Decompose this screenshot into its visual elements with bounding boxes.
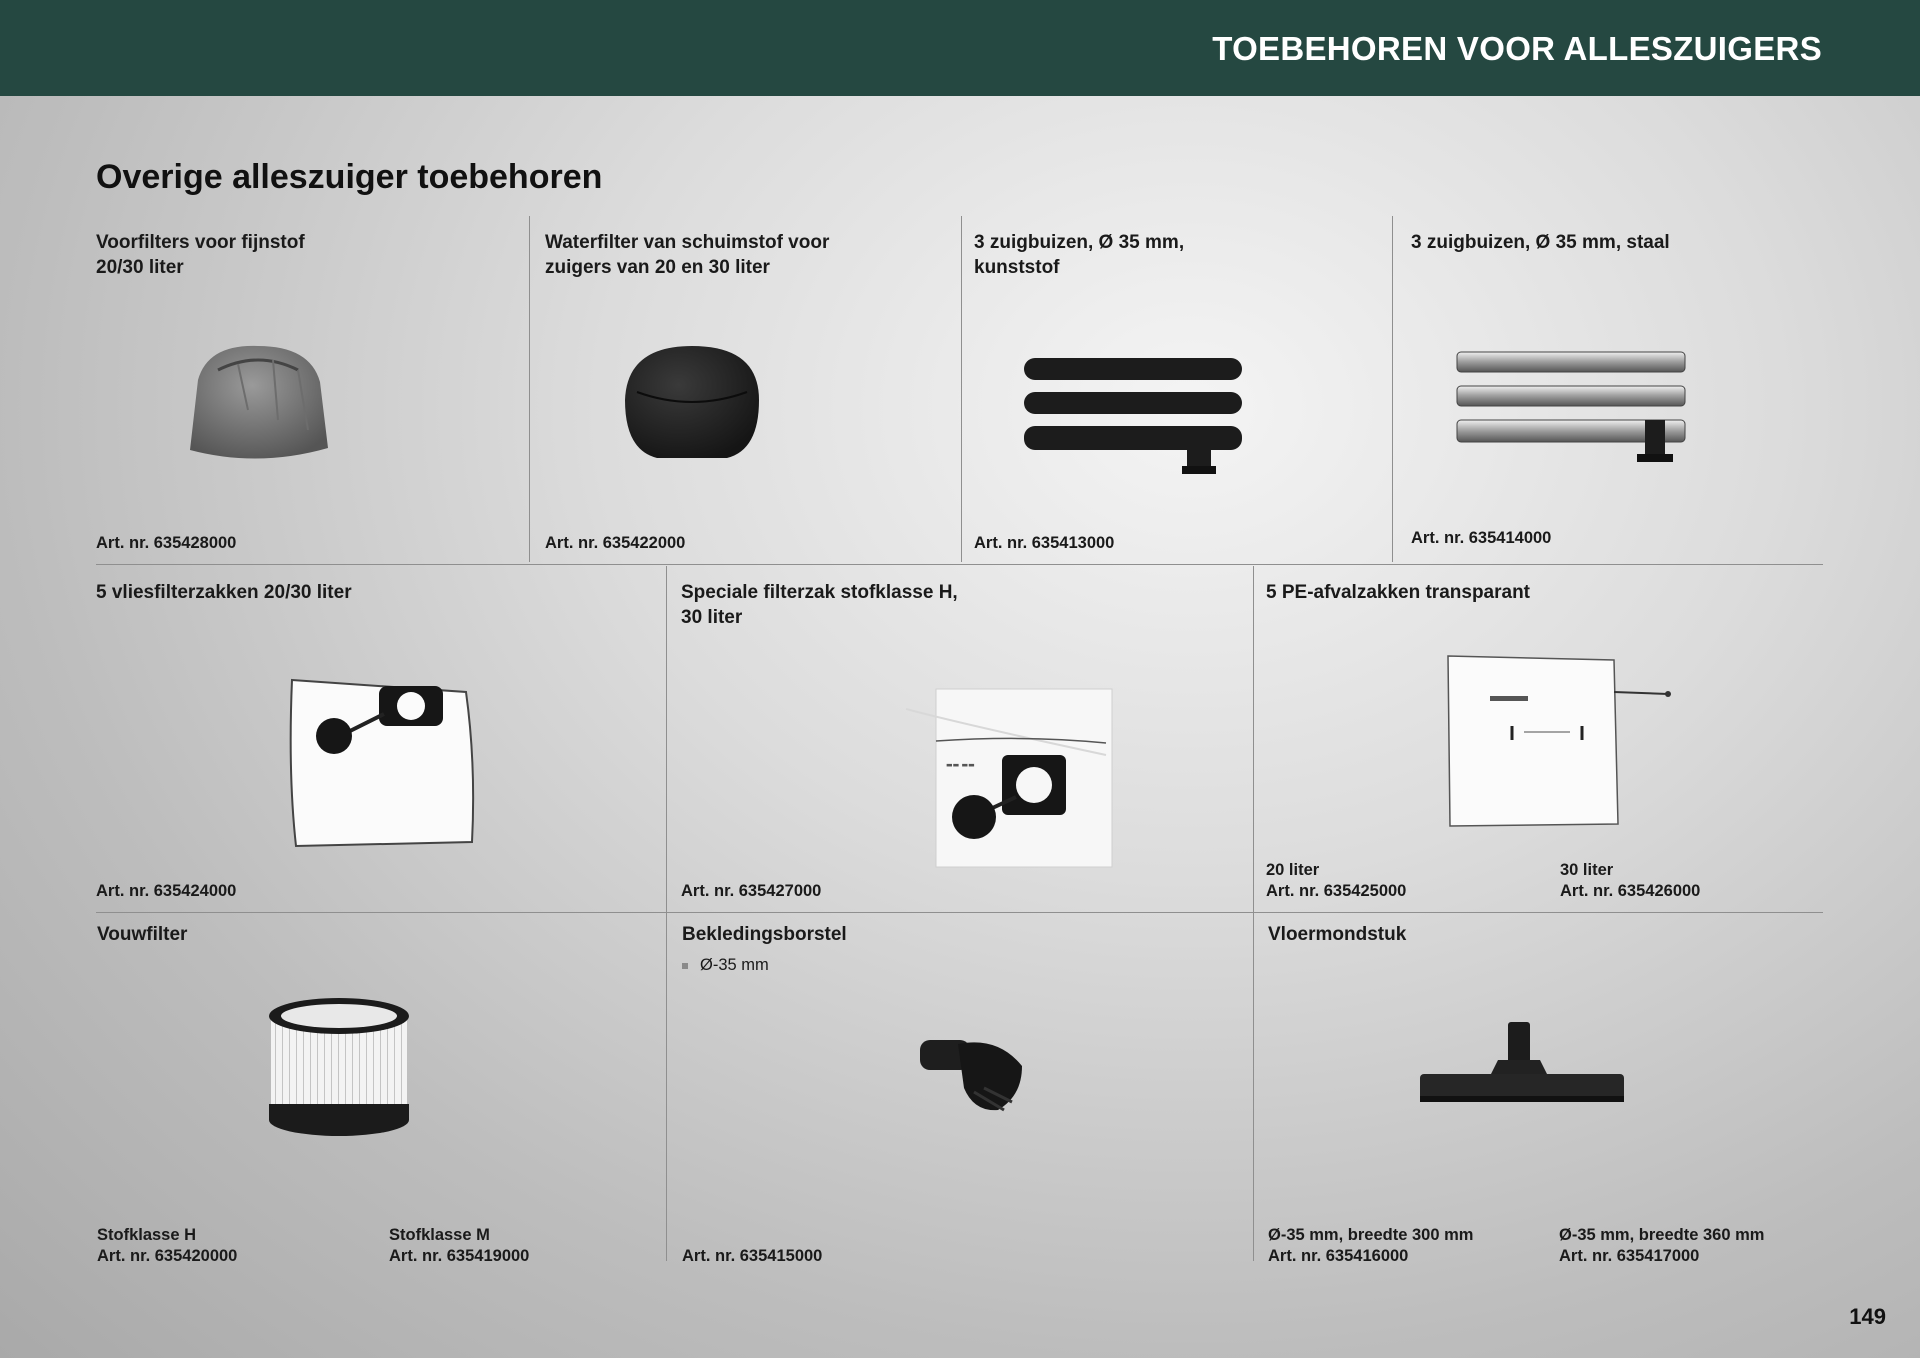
article-number: Art. nr. 635420000	[97, 1247, 238, 1265]
product-card-pleated-filter	[97, 922, 657, 1265]
row-divider	[96, 912, 1823, 913]
steel-tubes-image	[1455, 348, 1690, 478]
variant-label: Ø-35 mm, breedte 360 mm	[1559, 1226, 1765, 1244]
product-card-plastic-tubes	[974, 230, 1384, 560]
pe-bag-image	[1446, 654, 1676, 829]
special-bag-image	[906, 685, 1116, 870]
variant-label: Ø-35 mm, breedte 300 mm	[1268, 1226, 1474, 1244]
article-number: Art. nr. 635425000	[1266, 882, 1407, 900]
row-divider	[96, 564, 1823, 565]
floor-nozzle-image	[1418, 1020, 1628, 1110]
header-title: TOEBEHOREN VOOR ALLESZUIGERS	[1212, 30, 1822, 67]
product-title: Voorfilters voor fijnstof 20/30 liter	[96, 232, 305, 278]
product-title: 5 PE-afvalzakken transparant	[1266, 582, 1531, 603]
article-number: Art. nr. 635427000	[681, 882, 822, 900]
bag-print-text: ▬▬ ▬▬	[946, 761, 975, 769]
page-header	[0, 0, 1920, 96]
grid-divider	[1392, 216, 1393, 562]
product-title: 3 zuigbuizen, Ø 35 mm, kunststof	[974, 232, 1185, 278]
product-card-prefilter	[96, 230, 516, 560]
product-title: Speciale filterzak stofklasse H, 30 liter	[681, 582, 958, 628]
variant-label: Stofklasse H	[97, 1226, 197, 1244]
grid-divider	[666, 566, 667, 1261]
product-title: 3 zuigbuizen, Ø 35 mm, staal	[1411, 232, 1670, 253]
product-title: 5 vliesfilterzakken 20/30 liter	[96, 582, 352, 603]
article-number: Art. nr. 635415000	[682, 1247, 823, 1265]
product-card-fleece-bags	[96, 580, 656, 905]
article-number: Art. nr. 635413000	[974, 534, 1115, 552]
article-number: Art. nr. 635414000	[1411, 529, 1552, 547]
article-number: Art. nr. 635426000	[1560, 882, 1701, 900]
product-card-steel-tubes	[1411, 230, 1821, 560]
product-card-floor-nozzle	[1268, 922, 1828, 1265]
article-number: Art. nr. 635422000	[545, 534, 686, 552]
product-title: Vloermondstuk	[1268, 924, 1407, 945]
product-card-pe-bags	[1266, 580, 1826, 905]
variant-label: Stofklasse M	[389, 1226, 490, 1244]
upholstery-brush-image	[918, 1036, 1030, 1116]
fleece-bag-image	[284, 674, 484, 854]
pleated-filter-image	[265, 992, 413, 1142]
plastic-tubes-image	[1022, 354, 1247, 484]
article-number: Art. nr. 635428000	[96, 534, 237, 552]
page-number: 149	[1849, 1304, 1886, 1329]
variant-label: 30 liter	[1560, 861, 1614, 879]
product-title: Waterfilter van schuimstof voor zuigers van 20 en 30 liter	[545, 232, 830, 278]
variant-label: 20 liter	[1266, 861, 1320, 879]
prefilter-image	[178, 340, 338, 470]
spec-bullet	[682, 956, 769, 975]
product-card-waterfilter	[545, 230, 955, 560]
grid-divider	[529, 216, 530, 562]
product-title: Bekledingsborstel	[682, 924, 847, 945]
spec-text: Ø-35 mm	[700, 956, 769, 974]
article-number: Art. nr. 635417000	[1559, 1247, 1700, 1265]
product-card-upholstery-brush	[682, 922, 1242, 1265]
grid-divider	[961, 216, 962, 562]
article-number: Art. nr. 635416000	[1268, 1247, 1409, 1265]
article-number: Art. nr. 635424000	[96, 882, 237, 900]
foam-filter-image	[617, 340, 767, 465]
bullet-marker	[682, 963, 688, 969]
product-title: Vouwfilter	[97, 924, 188, 945]
product-card-special-bag	[681, 580, 1241, 905]
article-number: Art. nr. 635419000	[389, 1247, 530, 1265]
section-title: Overige alleszuiger toebehoren	[96, 158, 603, 196]
grid-divider	[1253, 566, 1254, 1261]
